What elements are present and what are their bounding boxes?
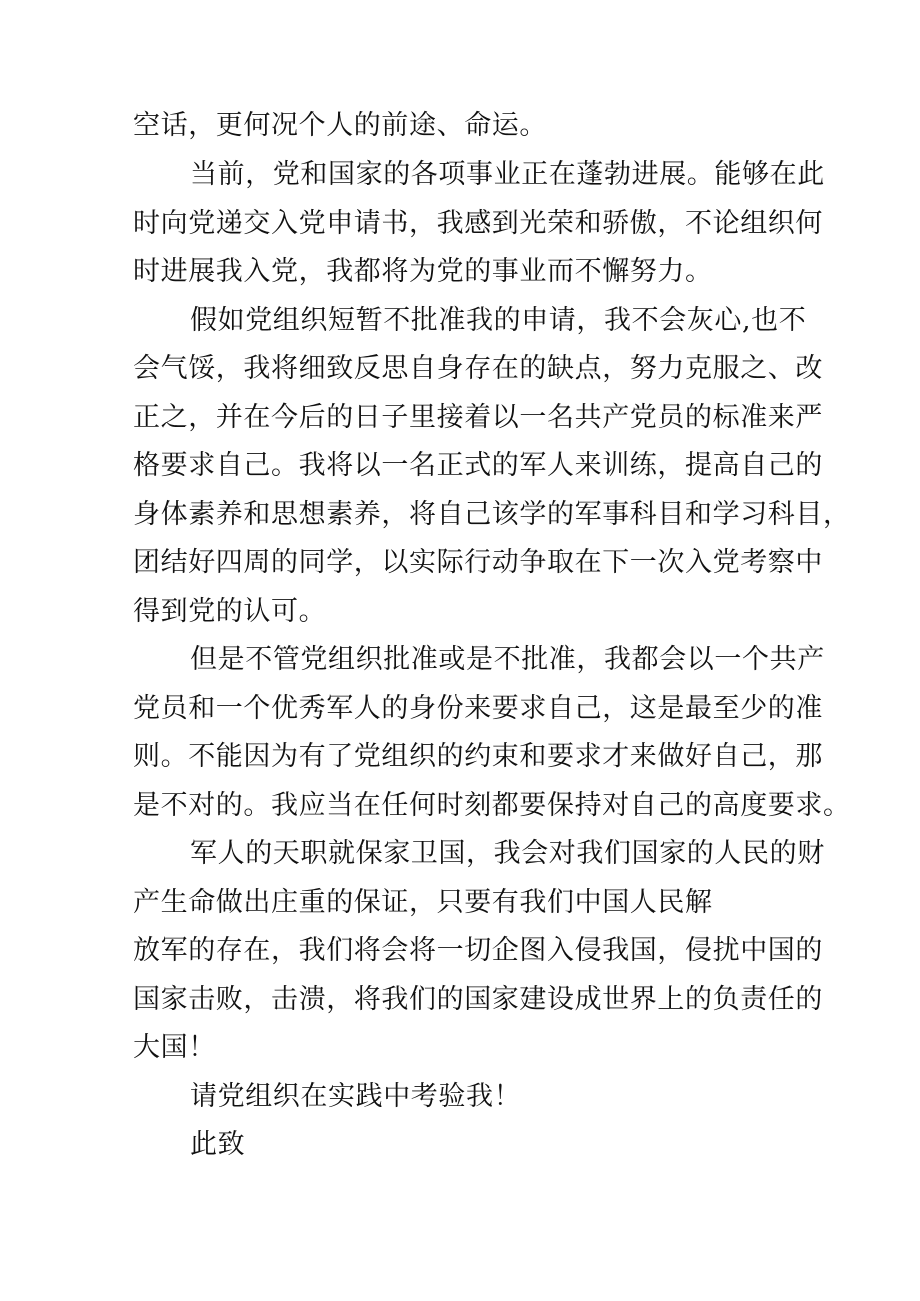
text-line: 团结好四周的同学，以实际行动争取在下一次入党考察中	[133, 547, 823, 578]
text-line: 正之，并在今后的日子里接着以一名共产党员的标准来严	[133, 402, 823, 433]
text-line: 但是不管党组织批准或是不批准，我都会以一个共产	[190, 644, 825, 675]
text-line: 大国！	[133, 1032, 216, 1063]
text-line: 军人的天职就保家卫国，我会对我们国家的人民的财	[190, 838, 825, 869]
text-line: 身体素养和思想素养，将自己该学的军事科目和学习科目，	[133, 499, 851, 530]
text-line: 会气馁，我将细致反思自身存在的缺点，努力克服之、改	[133, 353, 823, 384]
text-line: 时进展我入党，我都将为党的事业而不懈努力。	[133, 256, 713, 287]
text-line: 国家击败，击溃，将我们的国家建设成世界上的负责任的	[133, 984, 823, 1015]
text-line: 产生命做出庄重的保证，只要有我们中国人民解	[133, 887, 713, 918]
text-line: 空话，更何况个人的前途、命运。	[133, 110, 547, 141]
text-line: 得到党的认可。	[133, 596, 327, 627]
text-line: 格要求自己。我将以一名正式的军人来训练，提高自己的	[133, 450, 823, 481]
text-line: 放军的存在，我们将会将一切企图入侵我国，侵扰中国的	[133, 935, 823, 966]
text-line: 请党组织在实践中考验我！	[190, 1081, 522, 1112]
text-line: 当前，党和国家的各项事业正在蓬勃进展。能够在此	[190, 159, 825, 190]
text-line: 时向党递交入党申请书，我感到光荣和骄傲，不论组织何	[133, 208, 823, 239]
text-line: 则。不能因为有了党组织的约束和要求才来做好自己，那	[133, 741, 823, 772]
text-line: 假如党组织短暂不批准我的申请，我不会灰心,也不	[190, 305, 807, 336]
text-line: 是不对的。我应当在任何时刻都要保持对自己的高度要求。	[133, 790, 851, 821]
text-line: 党员和一个优秀军人的身份来要求自己，这是最至少的准	[133, 693, 823, 724]
closing-salutation: 此致	[190, 1129, 246, 1160]
